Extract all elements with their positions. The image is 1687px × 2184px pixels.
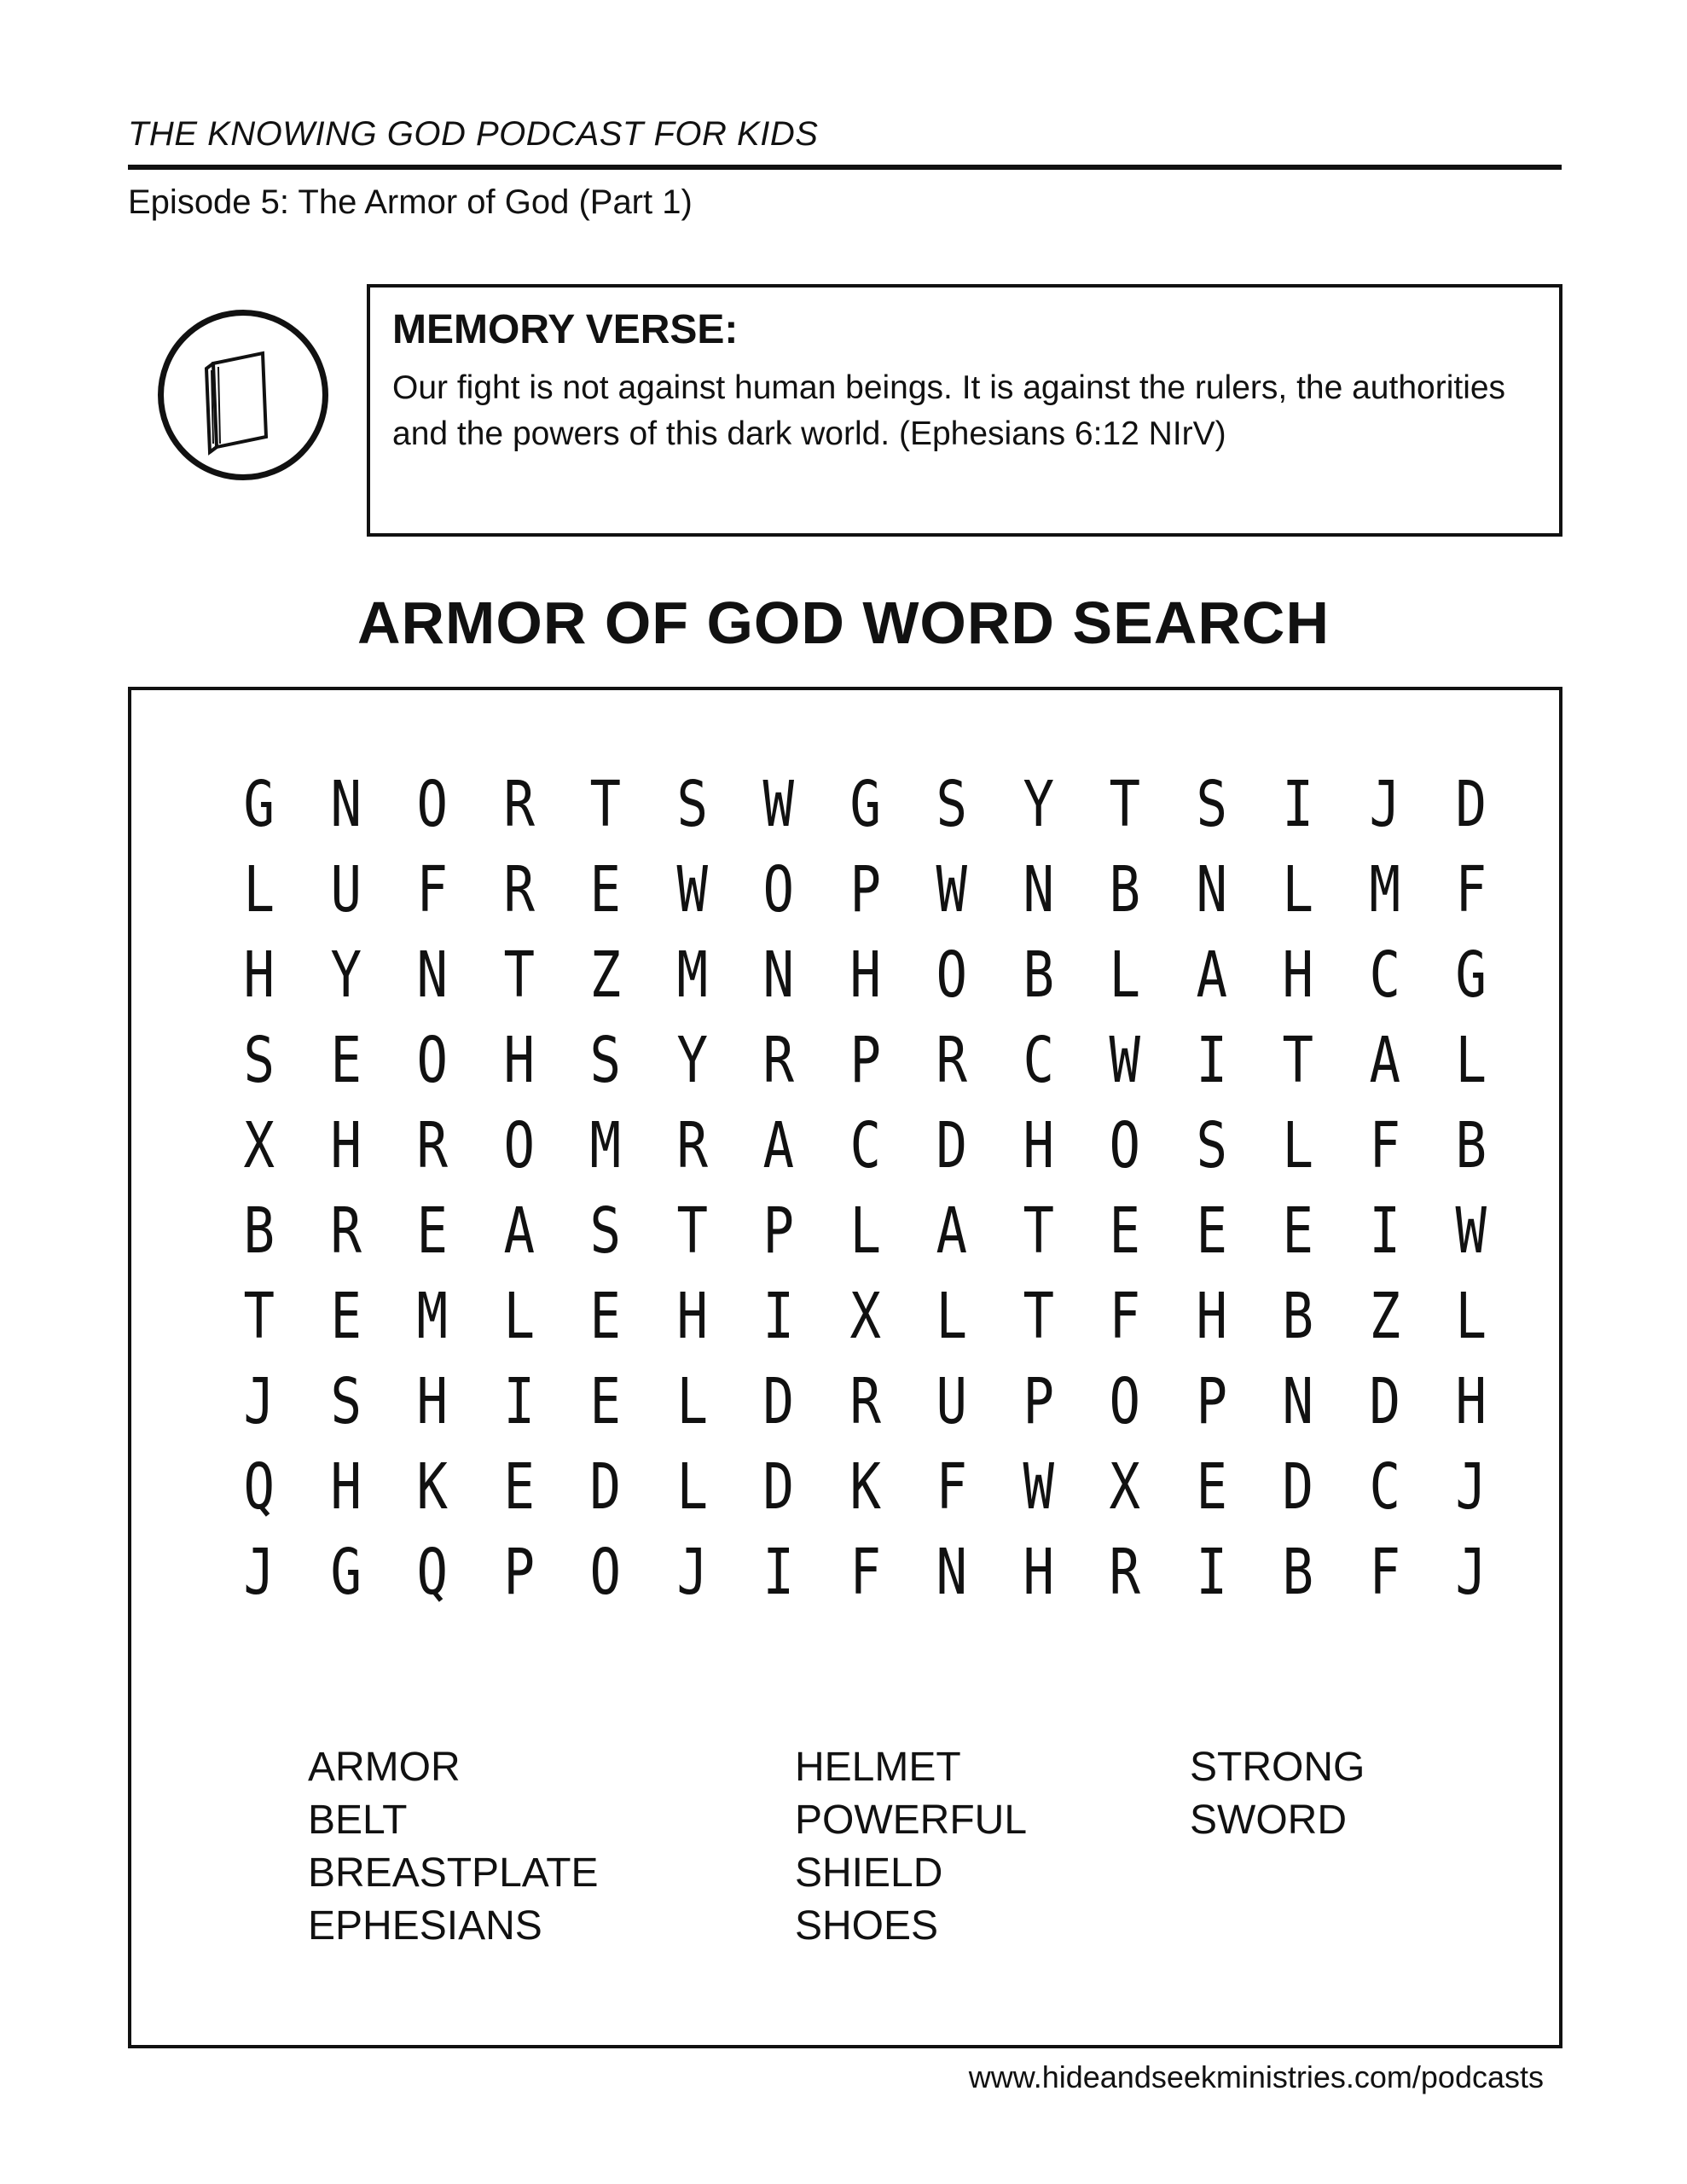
grid-letter: L [936, 1280, 968, 1353]
grid-letter: L [675, 1365, 708, 1438]
word-list-item: BREASTPLATE [308, 1850, 599, 1896]
grid-letter: R [329, 1194, 362, 1268]
grid-letter: M [1368, 853, 1400, 926]
grid-letter: L [675, 1450, 708, 1524]
grid-letter: W [762, 768, 795, 841]
grid-letter: A [762, 1109, 795, 1182]
grid-letter: Z [589, 938, 622, 1012]
grid-letter: C [1368, 938, 1400, 1012]
grid-letter: O [1109, 1365, 1141, 1438]
grid-letter: B [243, 1194, 275, 1268]
grid-letter: I [762, 1280, 795, 1353]
grid-letter: N [329, 768, 362, 841]
episode-title: Episode 5: The Armor of God (Part 1) [128, 183, 693, 221]
grid-letter: S [936, 768, 968, 841]
grid-letter: E [589, 853, 622, 926]
grid-letter: D [936, 1109, 968, 1182]
grid-letter: A [502, 1194, 535, 1268]
grid-letter: F [1368, 1109, 1400, 1182]
grid-letter: D [1368, 1365, 1400, 1438]
grid-letter: N [1282, 1365, 1314, 1438]
book-icon [158, 310, 328, 480]
grid-row [216, 847, 1515, 932]
grid-letter: G [1455, 938, 1487, 1012]
grid-letter: H [243, 938, 275, 1012]
grid-letter: D [589, 1450, 622, 1524]
word-list-item: BELT [308, 1798, 408, 1843]
grid-letter: O [416, 1024, 449, 1097]
grid-letter: N [936, 1536, 968, 1609]
grid-letter: W [1455, 1194, 1487, 1268]
grid-letter: T [1109, 768, 1141, 841]
grid-letter: E [589, 1280, 622, 1353]
grid-letter: Z [1368, 1280, 1400, 1353]
grid-letter: E [1109, 1194, 1141, 1268]
grid-letter: Y [1022, 768, 1054, 841]
grid-letter: P [1195, 1365, 1227, 1438]
grid-letter: B [1022, 938, 1054, 1012]
grid-row [216, 1018, 1515, 1103]
grid-letter: S [589, 1194, 622, 1268]
grid-row [216, 1188, 1515, 1274]
grid-letter: E [329, 1280, 362, 1353]
grid-letter: R [1109, 1536, 1141, 1609]
grid-letter: U [329, 853, 362, 926]
grid-letter: H [1022, 1109, 1054, 1182]
word-list-item: STRONG [1190, 1745, 1365, 1790]
grid-letter: E [416, 1194, 449, 1268]
grid-letter: Y [675, 1024, 708, 1097]
word-list-item: EPHESIANS [308, 1903, 542, 1949]
grid-letter: B [1455, 1109, 1487, 1182]
grid-letter: O [1109, 1109, 1141, 1182]
grid-row [216, 1274, 1515, 1359]
grid-letter: B [1109, 853, 1141, 926]
grid-letter: I [1368, 1194, 1400, 1268]
grid-letter: F [416, 853, 449, 926]
grid-letter: X [849, 1280, 881, 1353]
word-list-item: HELMET [795, 1745, 961, 1790]
letter-grid [216, 762, 1515, 1615]
grid-letter: C [1022, 1024, 1054, 1097]
grid-letter: A [1195, 938, 1227, 1012]
grid-letter: O [936, 938, 968, 1012]
grid-letter: X [243, 1109, 275, 1182]
grid-letter: E [589, 1365, 622, 1438]
grid-letter: A [936, 1194, 968, 1268]
grid-letter: H [1282, 938, 1314, 1012]
word-search-box [128, 687, 1562, 2048]
memory-verse-text: Our fight is not against human beings. It is against the rulers, the authorities and the powers of this dark world. (Ephesians 6:12 NIrV) [392, 369, 1506, 452]
grid-letter: T [1022, 1280, 1054, 1353]
grid-letter: E [1195, 1194, 1227, 1268]
grid-letter: G [849, 768, 881, 841]
grid-letter: H [1022, 1536, 1054, 1609]
grid-letter: I [762, 1536, 795, 1609]
grid-letter: H [675, 1280, 708, 1353]
grid-letter: R [416, 1109, 449, 1182]
grid-letter: W [1022, 1450, 1054, 1524]
grid-letter: D [762, 1365, 795, 1438]
grid-row [216, 1444, 1515, 1530]
grid-letter: N [762, 938, 795, 1012]
word-search-title: ARMOR OF GOD WORD SEARCH [357, 590, 1330, 656]
grid-letter: J [1455, 1536, 1487, 1609]
grid-letter: P [502, 1536, 535, 1609]
grid-letter: N [1022, 853, 1054, 926]
grid-letter: S [1195, 768, 1227, 841]
header-rule [128, 165, 1562, 170]
grid-letter: T [1282, 1024, 1314, 1097]
grid-letter: O [762, 853, 795, 926]
grid-letter: C [849, 1109, 881, 1182]
grid-letter: J [243, 1365, 275, 1438]
grid-letter: L [849, 1194, 881, 1268]
grid-letter: N [416, 938, 449, 1012]
grid-letter: A [1368, 1024, 1400, 1097]
grid-letter: J [1455, 1450, 1487, 1524]
grid-letter: G [243, 768, 275, 841]
grid-letter: H [502, 1024, 535, 1097]
grid-letter: T [1022, 1194, 1054, 1268]
grid-row [216, 1103, 1515, 1188]
grid-letter: F [849, 1536, 881, 1609]
grid-letter: H [849, 938, 881, 1012]
grid-letter: W [936, 853, 968, 926]
grid-letter: B [1282, 1280, 1314, 1353]
series-title: THE KNOWING GOD PODCAST FOR KIDS [128, 115, 819, 153]
grid-letter: O [416, 768, 449, 841]
grid-letter: U [936, 1365, 968, 1438]
grid-letter: S [329, 1365, 362, 1438]
grid-letter: H [1455, 1365, 1487, 1438]
grid-row [216, 932, 1515, 1018]
memory-verse-box [367, 284, 1562, 537]
grid-letter: P [1022, 1365, 1054, 1438]
grid-letter: C [1368, 1450, 1400, 1524]
grid-letter: D [1282, 1450, 1314, 1524]
grid-letter: J [675, 1536, 708, 1609]
grid-letter: L [1282, 853, 1314, 926]
grid-letter: T [243, 1280, 275, 1353]
grid-letter: H [1195, 1280, 1227, 1353]
grid-letter: Q [416, 1536, 449, 1609]
grid-letter: P [762, 1194, 795, 1268]
grid-letter: D [1455, 768, 1487, 841]
grid-row [216, 1359, 1515, 1444]
grid-row [216, 1530, 1515, 1615]
grid-letter: O [502, 1109, 535, 1182]
grid-letter: T [502, 938, 535, 1012]
word-list-item: SHIELD [795, 1850, 943, 1896]
grid-letter: J [1368, 768, 1400, 841]
grid-letter: X [1109, 1450, 1141, 1524]
grid-letter: I [1195, 1536, 1227, 1609]
grid-letter: R [502, 853, 535, 926]
grid-letter: H [329, 1450, 362, 1524]
grid-letter: E [502, 1450, 535, 1524]
footer-url: www.hideandseekministries.com/podcasts [968, 2059, 1544, 2094]
grid-letter: T [589, 768, 622, 841]
grid-letter: L [243, 853, 275, 926]
grid-letter: R [936, 1024, 968, 1097]
word-column [795, 1741, 1027, 1953]
grid-letter: L [502, 1280, 535, 1353]
word-column [308, 1741, 599, 1953]
grid-letter: E [1282, 1194, 1314, 1268]
word-list-item: ARMOR [308, 1745, 461, 1790]
grid-letter: W [675, 853, 708, 926]
word-list-item: POWERFUL [795, 1798, 1028, 1843]
grid-letter: S [1195, 1109, 1227, 1182]
grid-letter: R [675, 1109, 708, 1182]
grid-letter: D [762, 1450, 795, 1524]
grid-letter: J [243, 1536, 275, 1609]
word-list-item: SHOES [795, 1903, 939, 1949]
grid-letter: O [589, 1536, 622, 1609]
grid-row [216, 762, 1515, 847]
grid-letter: K [849, 1450, 881, 1524]
grid-letter: F [1368, 1536, 1400, 1609]
grid-letter: M [589, 1109, 622, 1182]
grid-letter: K [416, 1450, 449, 1524]
grid-letter: R [502, 768, 535, 841]
grid-letter: L [1455, 1024, 1487, 1097]
grid-letter: S [675, 768, 708, 841]
grid-letter: P [849, 853, 881, 926]
memory-verse-heading: MEMORY VERSE: [392, 307, 739, 352]
grid-letter: E [1195, 1450, 1227, 1524]
grid-letter: L [1455, 1280, 1487, 1353]
grid-letter: T [675, 1194, 708, 1268]
word-column [1190, 1741, 1365, 1847]
grid-letter: H [329, 1109, 362, 1182]
grid-letter: N [1195, 853, 1227, 926]
grid-letter: F [936, 1450, 968, 1524]
grid-letter: H [416, 1365, 449, 1438]
grid-letter: R [849, 1365, 881, 1438]
grid-letter: B [1282, 1536, 1314, 1609]
grid-letter: F [1455, 853, 1487, 926]
grid-letter: M [675, 938, 708, 1012]
grid-letter: W [1109, 1024, 1141, 1097]
grid-letter: I [1195, 1024, 1227, 1097]
grid-letter: S [243, 1024, 275, 1097]
grid-letter: M [416, 1280, 449, 1353]
grid-letter: R [762, 1024, 795, 1097]
grid-letter: L [1109, 938, 1141, 1012]
grid-letter: E [329, 1024, 362, 1097]
grid-letter: I [502, 1365, 535, 1438]
grid-letter: P [849, 1024, 881, 1097]
grid-letter: I [1282, 768, 1314, 841]
grid-letter: L [1282, 1109, 1314, 1182]
grid-letter: S [589, 1024, 622, 1097]
word-list-item: SWORD [1190, 1798, 1347, 1843]
grid-letter: Y [329, 938, 362, 1012]
grid-letter: F [1109, 1280, 1141, 1353]
grid-letter: Q [243, 1450, 275, 1524]
grid-letter: G [329, 1536, 362, 1609]
